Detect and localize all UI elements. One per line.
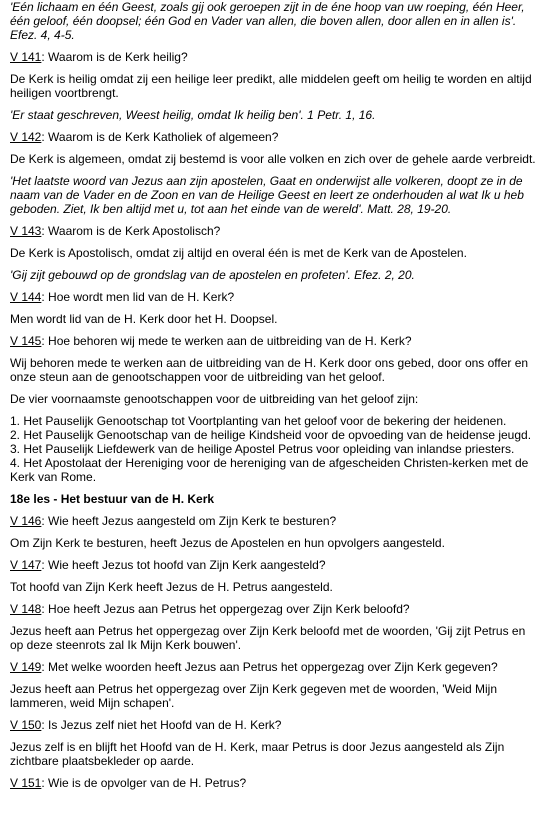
list-item: 1. Het Pauselijk Genootschap tot Voortplanting van het geloof voor de bekering der heidenen.: [10, 414, 507, 428]
question-148: [10, 602, 536, 616]
question-number[interactable]: V 141: [10, 50, 42, 64]
question-141: [10, 50, 536, 64]
answer-143: De Kerk is Apostolisch, omdat zij altijd en overal één is met de Kerk van de Apostelen.: [10, 246, 467, 260]
question-149: [10, 660, 536, 674]
answer-144: Men wordt lid van de H. Kerk door het H. Doopsel.: [10, 312, 278, 326]
answer-147: Tot hoofd van Zijn Kerk heeft Jezus de H. Petrus aangesteld.: [10, 580, 333, 594]
society-list: [10, 414, 536, 484]
question-number[interactable]: V 145: [10, 334, 42, 348]
scripture-quote: 'Het laatste woord van Jezus aan zijn apostelen, Gaat en onderwijst alle volkeren, doopt ze in de naam van de Vader en de Zoon en van de Heilige Geest en leert ze onderhouden al wat Ik u heb geboden. Ziet, Ik ben altijd met u, tot aan het einde van de wereld'. Matt. 28, 19-20.: [10, 174, 524, 216]
section-heading: 18e les - Het bestuur van de H. Kerk: [10, 492, 215, 506]
question-text: : Waarom is de Kerk Apostolisch?: [41, 224, 221, 238]
answer-145: Wij behoren mede te werken aan de uitbreiding van de H. Kerk door ons gebed, door ons offer en onze steun aan de genootschappen voor de uitbreiding van het geloof.: [10, 356, 529, 384]
list-item: 4. Het Apostolaat der Hereniging voor de hereniging van de afgescheiden Christen-kerken met de Kerk van Rome.: [10, 456, 529, 484]
question-number[interactable]: V 144: [10, 290, 42, 304]
question-146: [10, 514, 536, 528]
scripture-quote: 'Eén lichaam en één Geest, zoals gij ook geroepen zijt in de éne hoop van uw roeping, één Heer, één geloof, één doopsel; één God en Vader van allen, die boven allen, door allen en in allen is'. Efez. 4, 4-5.: [10, 0, 525, 42]
question-text: : Met welke woorden heeft Jezus aan Petrus het oppergezag over Zijn Kerk gegeven?: [41, 660, 498, 674]
answer-142: De Kerk is algemeen, omdat zij bestemd is voor alle volken en zich over de gehele aarde verbreidt.: [10, 152, 536, 166]
question-number[interactable]: V 143: [10, 224, 42, 238]
list-item: 3. Het Pauselijk Liefdewerk van de heilige Apostel Petrus voor opleiding van inlandse priesters.: [10, 442, 515, 456]
answer-148: Jezus heeft aan Petrus het oppergezag over Zijn Kerk beloofd met de woorden, 'Gij zijt Petrus en op deze steenrots zal Ik Mijn Kerk bouwen'.: [10, 624, 526, 652]
question-143: [10, 224, 536, 238]
answer-141: De Kerk is heilig omdat zij een heilige leer predikt, alle middelen geeft om heilig te worden en altijd heiligen voortbrengt.: [10, 72, 532, 100]
question-number[interactable]: V 151: [10, 776, 42, 790]
question-150: [10, 718, 536, 732]
question-number[interactable]: V 150: [10, 718, 42, 732]
question-text: : Waarom is de Kerk Katholiek of algemeen?: [41, 130, 279, 144]
question-text: : Waarom is de Kerk heilig?: [41, 50, 188, 64]
question-text: : Wie heeft Jezus aangesteld om Zijn Kerk te besturen?: [41, 514, 337, 528]
question-text: : Is Jezus zelf niet het Hoofd van de H. Kerk?: [41, 718, 282, 732]
question-147: [10, 558, 536, 572]
answer-149: Jezus heeft aan Petrus het oppergezag over Zijn Kerk gegeven met de woorden, 'Weid Mijn lammeren, weid Mijn schapen'.: [10, 682, 498, 710]
question-142: [10, 130, 536, 144]
question-number[interactable]: V 142: [10, 130, 42, 144]
answer-150: Jezus zelf is en blijft het Hoofd van de H. Kerk, maar Petrus is door Jezus aangesteld als Zijn zichtbare plaatsbekleder op aarde.: [10, 740, 505, 768]
question-number[interactable]: V 149: [10, 660, 42, 674]
question-number[interactable]: V 147: [10, 558, 42, 572]
answer-146: Om Zijn Kerk te besturen, heeft Jezus de Apostelen en hun opvolgers aangesteld.: [10, 536, 445, 550]
question-number[interactable]: V 146: [10, 514, 42, 528]
scripture-quote: 'Gij zijt gebouwd op de grondslag van de apostelen en profeten'. Efez. 2, 20.: [10, 268, 415, 282]
question-145: [10, 334, 536, 348]
question-151: [10, 776, 536, 790]
question-number[interactable]: V 148: [10, 602, 42, 616]
question-text: : Hoe behoren wij mede te werken aan de uitbreiding van de H. Kerk?: [41, 334, 412, 348]
list-intro: De vier voornaamste genootschappen voor de uitbreiding van het geloof zijn:: [10, 392, 419, 406]
scripture-quote: 'Er staat geschreven, Weest heilig, omdat Ik heilig ben'. 1 Petr. 1, 16.: [10, 108, 376, 122]
question-text: : Hoe wordt men lid van de H. Kerk?: [41, 290, 235, 304]
list-item: 2. Het Pauselijk Genootschap van de heilige Kindsheid voor de opvoeding van de heidense jeugd.: [10, 428, 532, 442]
question-text: : Wie heeft Jezus tot hoofd van Zijn Kerk aangesteld?: [41, 558, 326, 572]
question-144: [10, 290, 536, 304]
question-text: : Hoe heeft Jezus aan Petrus het oppergezag over Zijn Kerk beloofd?: [41, 602, 410, 616]
question-text: : Wie is de opvolger van de H. Petrus?: [41, 776, 247, 790]
